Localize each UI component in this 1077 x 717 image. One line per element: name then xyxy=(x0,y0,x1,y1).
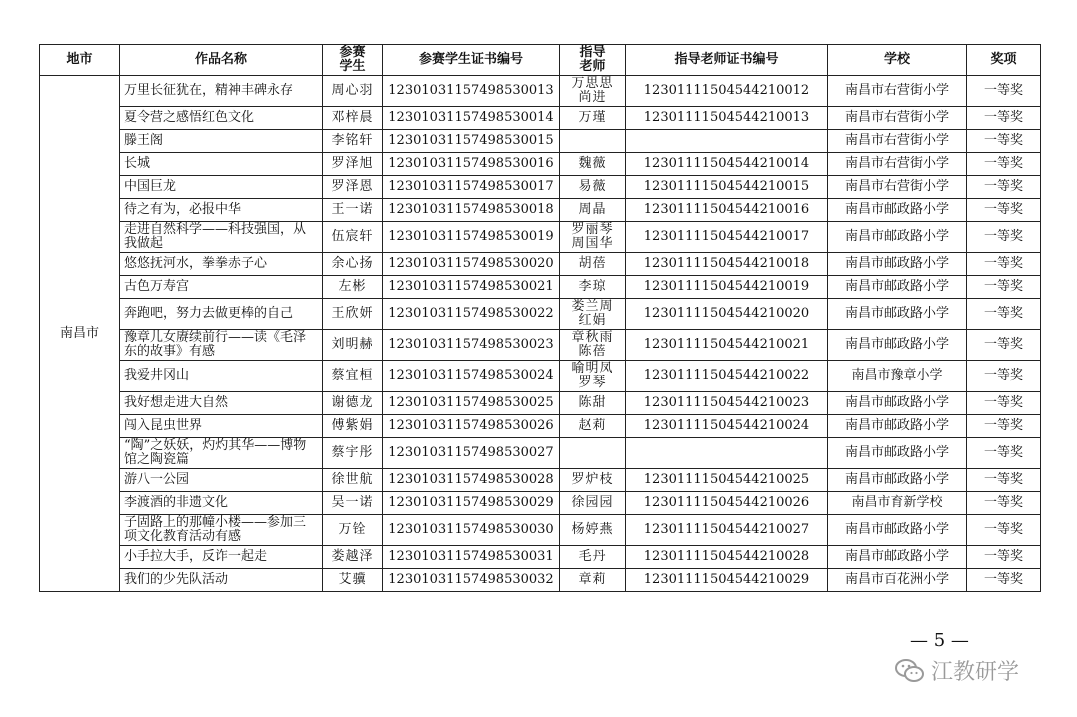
student-cert: 12301031157498530028 xyxy=(383,469,560,492)
work-title: 走进自然科学——科技强国，从我做起 xyxy=(120,222,323,253)
student-cert: 12301031157498530027 xyxy=(383,438,560,469)
student-name: 左彬 xyxy=(323,276,383,299)
student-cert: 12301031157498530013 xyxy=(383,76,560,107)
teacher-name: 徐园园 xyxy=(560,492,626,515)
teacher-cert: 12301111504544210021 xyxy=(626,330,828,361)
watermark-text: 江教研学 xyxy=(931,660,1020,685)
table-row xyxy=(40,153,1041,176)
table-row xyxy=(40,76,1041,107)
table-row xyxy=(40,107,1041,130)
table-row xyxy=(40,515,1041,546)
table-row xyxy=(40,222,1041,253)
award-level: 一等奖 xyxy=(967,76,1041,107)
teacher-name: 杨婷燕 xyxy=(560,515,626,546)
header-teacher-cert: 指导老师证书编号 xyxy=(626,45,828,76)
work-title: 夏令营之感悟红色文化 xyxy=(120,107,323,130)
teacher-cert: 12301111504544210016 xyxy=(626,199,828,222)
header-city: 地市 xyxy=(40,45,120,76)
school-name: 南昌市豫章小学 xyxy=(828,361,967,392)
award-level: 一等奖 xyxy=(967,253,1041,276)
header-row xyxy=(40,45,1041,76)
student-name: 蔡宜桓 xyxy=(323,361,383,392)
teacher-cert: 12301111504544210012 xyxy=(626,76,828,107)
header-work: 作品名称 xyxy=(120,45,323,76)
table-row xyxy=(40,492,1041,515)
header-school: 学校 xyxy=(828,45,967,76)
student-cert: 12301031157498530022 xyxy=(383,299,560,330)
table-row xyxy=(40,276,1041,299)
award-level: 一等奖 xyxy=(967,415,1041,438)
student-cert: 12301031157498530018 xyxy=(383,199,560,222)
school-name: 南昌市邮政路小学 xyxy=(828,438,967,469)
award-level: 一等奖 xyxy=(967,392,1041,415)
award-level: 一等奖 xyxy=(967,199,1041,222)
teacher-cert: 12301111504544210028 xyxy=(626,546,828,569)
teacher-cert: 12301111504544210026 xyxy=(626,492,828,515)
student-name: 罗泽旭 xyxy=(323,153,383,176)
school-name: 南昌市邮政路小学 xyxy=(828,330,967,361)
table-row xyxy=(40,199,1041,222)
student-cert: 12301031157498530019 xyxy=(383,222,560,253)
work-title: 待之有为，必报中华 xyxy=(120,199,323,222)
table-row xyxy=(40,330,1041,361)
table-row xyxy=(40,415,1041,438)
teacher-name xyxy=(560,438,626,469)
school-name: 南昌市右营街小学 xyxy=(828,107,967,130)
school-name: 南昌市邮政路小学 xyxy=(828,546,967,569)
school-name: 南昌市邮政路小学 xyxy=(828,276,967,299)
table-row xyxy=(40,392,1041,415)
teacher-name: 周晶 xyxy=(560,199,626,222)
student-cert: 12301031157498530021 xyxy=(383,276,560,299)
teacher-cert xyxy=(626,130,828,153)
table-row xyxy=(40,361,1041,392)
teacher-cert: 12301111504544210022 xyxy=(626,361,828,392)
student-name: 艾骥 xyxy=(323,569,383,592)
student-name: 李铭轩 xyxy=(323,130,383,153)
award-level: 一等奖 xyxy=(967,438,1041,469)
teacher-cert: 12301111504544210013 xyxy=(626,107,828,130)
work-title: 古色万寿宫 xyxy=(120,276,323,299)
teacher-cert: 12301111504544210023 xyxy=(626,392,828,415)
student-cert: 12301031157498530017 xyxy=(383,176,560,199)
student-name: 刘明赫 xyxy=(323,330,383,361)
award-level: 一等奖 xyxy=(967,107,1041,130)
teacher-name: 毛丹 xyxy=(560,546,626,569)
work-title: 豫章儿女赓续前行——读《毛泽东的故事》有感 xyxy=(120,330,323,361)
student-name: 谢德龙 xyxy=(323,392,383,415)
school-name: 南昌市邮政路小学 xyxy=(828,469,967,492)
teacher-name: 章莉 xyxy=(560,569,626,592)
table-row xyxy=(40,253,1041,276)
school-name: 南昌市邮政路小学 xyxy=(828,415,967,438)
student-name: 傅紫娟 xyxy=(323,415,383,438)
city-cell: 南昌市 xyxy=(40,76,120,592)
wechat-icon xyxy=(895,658,925,684)
teacher-name: 胡蓓 xyxy=(560,253,626,276)
work-title: 李渡酒的非遗文化 xyxy=(120,492,323,515)
awards-table xyxy=(39,44,1041,592)
teacher-name: 魏薇 xyxy=(560,153,626,176)
work-title: 滕王阁 xyxy=(120,130,323,153)
teacher-cert: 12301111504544210015 xyxy=(626,176,828,199)
school-name: 南昌市邮政路小学 xyxy=(828,515,967,546)
award-level: 一等奖 xyxy=(967,469,1041,492)
teacher-name: 万思思 尚进 xyxy=(560,76,626,107)
award-level: 一等奖 xyxy=(967,276,1041,299)
work-title: “陶”之妖妖，灼灼其华——博物馆之陶瓷篇 xyxy=(120,438,323,469)
student-cert: 12301031157498530014 xyxy=(383,107,560,130)
teacher-cert: 12301111504544210025 xyxy=(626,469,828,492)
teacher-cert: 12301111504544210018 xyxy=(626,253,828,276)
teacher-cert: 12301111504544210027 xyxy=(626,515,828,546)
page-number: — 5 — xyxy=(910,630,969,651)
table-row xyxy=(40,469,1041,492)
school-name: 南昌市右营街小学 xyxy=(828,76,967,107)
award-level: 一等奖 xyxy=(967,176,1041,199)
table-row xyxy=(40,176,1041,199)
student-name: 吴一诺 xyxy=(323,492,383,515)
student-cert: 12301031157498530023 xyxy=(383,330,560,361)
student-name: 罗泽恩 xyxy=(323,176,383,199)
teacher-name: 易薇 xyxy=(560,176,626,199)
work-title: 悠悠抚河水，拳拳赤子心 xyxy=(120,253,323,276)
student-cert: 12301031157498530031 xyxy=(383,546,560,569)
student-name: 伍宸轩 xyxy=(323,222,383,253)
student-name: 娄越泽 xyxy=(323,546,383,569)
teacher-name: 罗炉枝 xyxy=(560,469,626,492)
table-row xyxy=(40,299,1041,330)
student-cert: 12301031157498530020 xyxy=(383,253,560,276)
award-level: 一等奖 xyxy=(967,492,1041,515)
student-name: 蔡宇彤 xyxy=(323,438,383,469)
teacher-name: 陈甜 xyxy=(560,392,626,415)
student-cert: 12301031157498530026 xyxy=(383,415,560,438)
work-title: 奔跑吧，努力去做更棒的自己 xyxy=(120,299,323,330)
work-title: 万里长征犹在，精神丰碑永存 xyxy=(120,76,323,107)
student-name: 余心扬 xyxy=(323,253,383,276)
teacher-name xyxy=(560,130,626,153)
student-cert: 12301031157498530029 xyxy=(383,492,560,515)
school-name: 南昌市邮政路小学 xyxy=(828,199,967,222)
student-cert: 12301031157498530025 xyxy=(383,392,560,415)
student-name: 王欣妍 xyxy=(323,299,383,330)
table-row xyxy=(40,130,1041,153)
work-title: 长城 xyxy=(120,153,323,176)
teacher-name: 李琼 xyxy=(560,276,626,299)
school-name: 南昌市右营街小学 xyxy=(828,176,967,199)
school-name: 南昌市右营街小学 xyxy=(828,130,967,153)
teacher-cert: 12301111504544210017 xyxy=(626,222,828,253)
student-name: 周心羽 xyxy=(323,76,383,107)
teacher-name: 章秋雨 陈蓓 xyxy=(560,330,626,361)
student-cert: 12301031157498530030 xyxy=(383,515,560,546)
work-title: 中国巨龙 xyxy=(120,176,323,199)
table-row xyxy=(40,546,1041,569)
work-title: 子固路上的那幢小楼——参加三项文化教育活动有感 xyxy=(120,515,323,546)
teacher-cert: 12301111504544210020 xyxy=(626,299,828,330)
award-level: 一等奖 xyxy=(967,569,1041,592)
work-title: 游八一公园 xyxy=(120,469,323,492)
teacher-cert: 12301111504544210019 xyxy=(626,276,828,299)
work-title: 小手拉大手，反诈一起走 xyxy=(120,546,323,569)
header-student-cert: 参赛学生证书编号 xyxy=(383,45,560,76)
student-name: 徐世航 xyxy=(323,469,383,492)
school-name: 南昌市百花洲小学 xyxy=(828,569,967,592)
award-level: 一等奖 xyxy=(967,153,1041,176)
school-name: 南昌市邮政路小学 xyxy=(828,253,967,276)
award-level: 一等奖 xyxy=(967,361,1041,392)
award-level: 一等奖 xyxy=(967,546,1041,569)
teacher-name: 罗丽琴 周国华 xyxy=(560,222,626,253)
work-title: 我们的少先队活动 xyxy=(120,569,323,592)
header-student: 参赛 学生 xyxy=(323,45,383,76)
school-name: 南昌市邮政路小学 xyxy=(828,299,967,330)
student-cert: 12301031157498530024 xyxy=(383,361,560,392)
award-level: 一等奖 xyxy=(967,330,1041,361)
student-name: 万铨 xyxy=(323,515,383,546)
teacher-name: 娄兰周 红娟 xyxy=(560,299,626,330)
student-cert: 12301031157498530032 xyxy=(383,569,560,592)
school-name: 南昌市邮政路小学 xyxy=(828,222,967,253)
school-name: 南昌市育新学校 xyxy=(828,492,967,515)
school-name: 南昌市右营街小学 xyxy=(828,153,967,176)
teacher-name: 喻明凤 罗琴 xyxy=(560,361,626,392)
teacher-name: 万瑾 xyxy=(560,107,626,130)
teacher-cert: 12301111504544210029 xyxy=(626,569,828,592)
student-name: 邓梓晨 xyxy=(323,107,383,130)
work-title: 我好想走进大自然 xyxy=(120,392,323,415)
header-award: 奖项 xyxy=(967,45,1041,76)
teacher-cert: 12301111504544210024 xyxy=(626,415,828,438)
teacher-name: 赵莉 xyxy=(560,415,626,438)
watermark xyxy=(895,655,1019,686)
student-cert: 12301031157498530016 xyxy=(383,153,560,176)
award-level: 一等奖 xyxy=(967,130,1041,153)
school-name: 南昌市邮政路小学 xyxy=(828,392,967,415)
table-row xyxy=(40,569,1041,592)
student-name: 王一诺 xyxy=(323,199,383,222)
teacher-cert: 12301111504544210014 xyxy=(626,153,828,176)
award-level: 一等奖 xyxy=(967,299,1041,330)
teacher-cert xyxy=(626,438,828,469)
work-title: 我爱井冈山 xyxy=(120,361,323,392)
award-level: 一等奖 xyxy=(967,515,1041,546)
table-body xyxy=(40,76,1041,592)
work-title: 闯入昆虫世界 xyxy=(120,415,323,438)
table-row xyxy=(40,438,1041,469)
student-cert: 12301031157498530015 xyxy=(383,130,560,153)
award-level: 一等奖 xyxy=(967,222,1041,253)
header-teacher: 指导 老师 xyxy=(560,45,626,76)
